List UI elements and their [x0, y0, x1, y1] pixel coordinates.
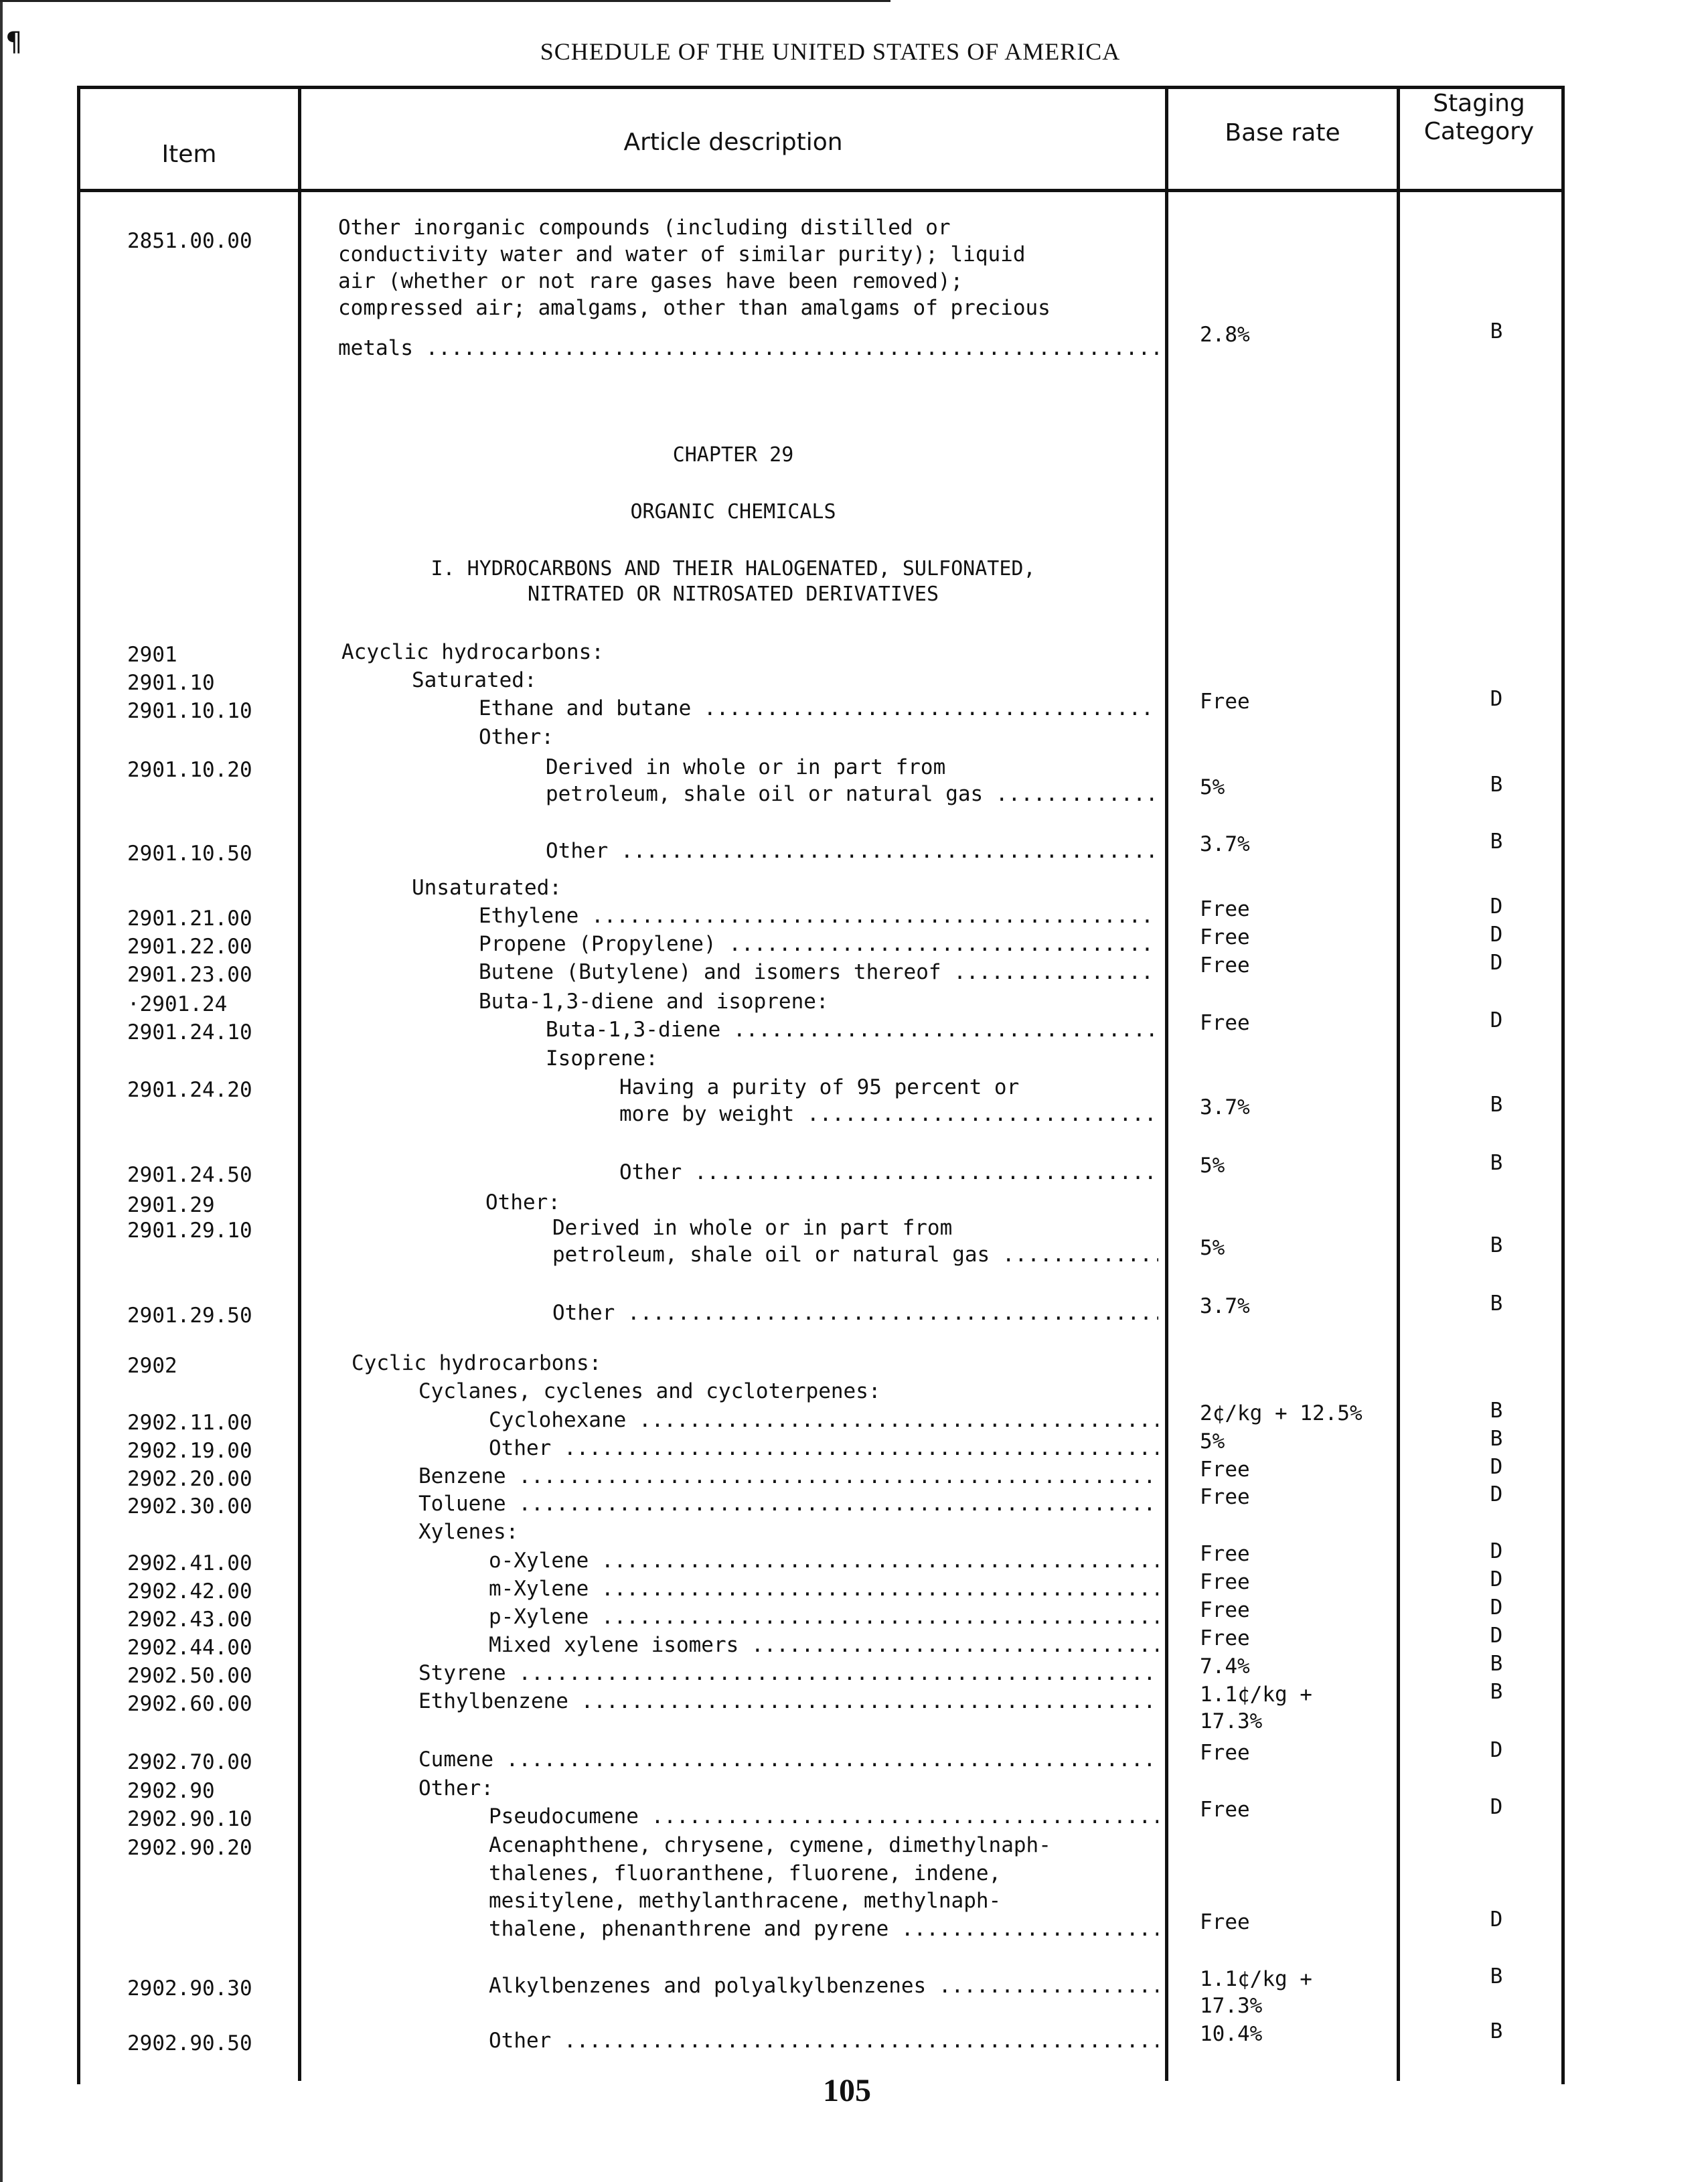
item-code: 2902.42.00	[127, 1579, 252, 1604]
article-description: Styrene .....	[418, 1660, 1158, 1687]
item-code: 2851.00.00	[127, 229, 252, 253]
chapter-number: CHAPTER 29	[672, 443, 794, 467]
item-code: 2902.19.00	[127, 1439, 252, 1463]
staging-category: D	[1490, 951, 1503, 975]
article-description: Ethylene .....	[479, 903, 1158, 929]
article-description: Pseudocumene .....	[489, 1803, 1158, 1830]
staging-category: B	[1490, 1652, 1503, 1676]
item-code: 2901.24.50	[127, 1163, 252, 1187]
article-description: Acyclic hydrocarbons:	[341, 640, 604, 664]
base-rate: 2.8%	[1200, 323, 1250, 347]
article-description: Derived in whole or in part from	[546, 755, 946, 779]
staging-category: B	[1490, 2019, 1503, 2043]
item-code: 2901.23.00	[127, 963, 252, 987]
item-code: ·2901.24	[127, 992, 228, 1016]
section-heading: I. HYDROCARBONS AND THEIR HALOGENATED, SULFONATED,	[431, 557, 1036, 580]
article-description: Benzene .....	[418, 1463, 1158, 1490]
article-description: mesitylene, methylanthracene, methylnaph-	[489, 1889, 1002, 1913]
base-rate: Free	[1200, 1011, 1250, 1035]
staging-category: B	[1490, 319, 1503, 343]
base-rate: 3.7%	[1200, 1095, 1250, 1119]
base-rate: Free	[1200, 1741, 1250, 1765]
page-number: 105	[823, 2073, 871, 2108]
article-description: Xylenes:	[418, 1520, 519, 1544]
base-rate: Free	[1200, 925, 1250, 949]
article-description: Ethylbenzene .....	[418, 1688, 1158, 1715]
staging-category: D	[1490, 1539, 1503, 1563]
article-description: thalenes, fluoranthene, fluorene, indene,	[489, 1861, 1002, 1885]
base-rate: 5%	[1200, 775, 1225, 799]
article-description: Derived in whole or in part from	[552, 1216, 953, 1240]
article-description: more by weight .....	[619, 1101, 1158, 1127]
staging-category: D	[1490, 1795, 1503, 1819]
article-description: petroleum, shale oil or natural gas .....	[552, 1241, 1158, 1268]
item-code: 2901.10.20	[127, 758, 252, 782]
staging-category: D	[1490, 1738, 1503, 1762]
corner-mark: ¶	[5, 27, 23, 58]
article-description: Ethane and butane .....	[479, 695, 1158, 722]
column-divider-description	[1165, 86, 1168, 2081]
article-description: Cyclic hydrocarbons:	[352, 1351, 602, 1375]
article-description: petroleum, shale oil or natural gas .....	[546, 781, 1158, 807]
base-rate: Free	[1200, 1542, 1250, 1566]
item-code: 2901.24.20	[127, 1078, 252, 1102]
article-description: Toluene .....	[418, 1490, 1158, 1517]
article-description: Propene (Propylene) .....	[479, 931, 1158, 957]
base-rate: 10.4%	[1200, 2022, 1263, 2046]
staging-category: B	[1490, 1093, 1503, 1117]
description-line: compressed air; amalgams, other than amalgams of precious	[338, 296, 1051, 320]
base-rate: 5%	[1200, 1236, 1225, 1260]
item-code: 2902.90	[127, 1779, 215, 1803]
page-title: SCHEDULE OF THE UNITED STATES OF AMERICA	[540, 38, 1121, 65]
staging-category: D	[1490, 1624, 1503, 1648]
scan-left-edge	[0, 0, 3, 2182]
article-description: Other .....	[489, 1435, 1158, 1462]
header-item: Item	[161, 141, 217, 168]
column-divider-rate	[1397, 86, 1400, 2081]
staging-category: B	[1490, 1680, 1503, 1704]
base-rate: 7.4%	[1200, 1654, 1250, 1679]
description-line: air (whether or not rare gases have been removed);	[338, 269, 963, 293]
item-code: 2901.21.00	[127, 907, 252, 931]
item-code: 2901.29.10	[127, 1219, 252, 1243]
base-rate: 3.7%	[1200, 832, 1250, 856]
base-rate: 17.3%	[1200, 1994, 1263, 2018]
item-code: 2902.41.00	[127, 1551, 252, 1575]
base-rate: Free	[1200, 1626, 1250, 1650]
article-description: Cyclohexane .....	[489, 1407, 1158, 1433]
base-rate: Free	[1200, 897, 1250, 921]
item-code: 2901.24.10	[127, 1020, 252, 1044]
article-description: Other .....	[619, 1159, 1158, 1186]
article-description: Other .....	[552, 1300, 1158, 1326]
scan-top-edge	[0, 0, 890, 2]
staging-category: D	[1490, 1595, 1503, 1620]
article-description: Other:	[485, 1190, 560, 1215]
item-code: 2902.90.30	[127, 1976, 252, 2001]
header-base-rate: Base rate	[1225, 119, 1340, 147]
base-rate: Free	[1200, 1458, 1250, 1482]
base-rate: 5%	[1200, 1429, 1225, 1454]
article-description: Having a purity of 95 percent or	[619, 1075, 1020, 1099]
item-code: 2901.10.10	[127, 699, 252, 723]
base-rate: Free	[1200, 1570, 1250, 1594]
chapter-title: ORGANIC CHEMICALS	[630, 500, 836, 524]
base-rate: Free	[1200, 1798, 1250, 1822]
item-code: 2901.29.50	[127, 1304, 252, 1328]
base-rate: 5%	[1200, 1154, 1225, 1178]
article-description: thalene, phenanthrene and pyrene .....	[489, 1916, 1158, 1942]
staging-category: D	[1490, 1008, 1503, 1032]
base-rate: Free	[1200, 953, 1250, 978]
article-description: Cumene .....	[418, 1746, 1158, 1773]
staging-category: B	[1490, 830, 1503, 854]
base-rate: Free	[1200, 1598, 1250, 1622]
item-code: 2902.50.00	[127, 1664, 252, 1688]
item-code: 2902.20.00	[127, 1467, 252, 1491]
base-rate: Free	[1200, 690, 1250, 714]
staging-category: B	[1490, 1151, 1503, 1175]
base-rate: Free	[1200, 1910, 1250, 1934]
item-code: 2902	[127, 1354, 177, 1378]
article-description: Saturated:	[412, 668, 537, 692]
article-description: Unsaturated:	[412, 876, 562, 900]
header-staging-category: Staging Category	[1423, 90, 1535, 145]
article-description: Alkylbenzenes and polyalkylbenzenes .....	[489, 1972, 1158, 1999]
article-description: Cyclanes, cyclenes and cycloterpenes:	[418, 1379, 881, 1403]
item-code: 2901.22.00	[127, 935, 252, 959]
item-code: 2902.30.00	[127, 1494, 252, 1518]
description-line: Other inorganic compounds (including distilled or	[338, 216, 951, 240]
staging-category: D	[1490, 687, 1503, 711]
description-line: metals .....	[338, 335, 1158, 362]
item-code: 2902.11.00	[127, 1411, 252, 1435]
staging-category: B	[1490, 773, 1503, 797]
base-rate: 17.3%	[1200, 1709, 1263, 1733]
staging-category: D	[1490, 923, 1503, 947]
base-rate: 2¢/kg + 12.5%	[1200, 1401, 1363, 1425]
base-rate: 1.1¢/kg +	[1200, 1967, 1312, 1991]
article-description: Buta-1,3-diene .....	[546, 1016, 1158, 1043]
article-description: m-Xylene .....	[489, 1575, 1158, 1602]
staging-category: B	[1490, 1292, 1503, 1316]
article-description: Other .....	[546, 838, 1158, 864]
article-description: o-Xylene .....	[489, 1547, 1158, 1574]
item-code: 2902.43.00	[127, 1608, 252, 1632]
base-rate: 3.7%	[1200, 1294, 1250, 1318]
article-description: Other:	[418, 1776, 493, 1800]
item-code: 2902.70.00	[127, 1750, 252, 1774]
base-rate: 1.1¢/kg +	[1200, 1683, 1312, 1707]
staging-category: B	[1490, 1399, 1503, 1423]
staging-category: B	[1490, 1427, 1503, 1451]
item-code: 2902.90.50	[127, 2031, 252, 2055]
article-description: Mixed xylene isomers .....	[489, 1632, 1158, 1658]
staging-category: B	[1490, 1233, 1503, 1257]
staging-category: D	[1490, 1482, 1503, 1506]
article-description: Isoprene:	[546, 1046, 658, 1071]
item-code: 2901.10	[127, 671, 215, 695]
description-line: conductivity water and water of similar purity); liquid	[338, 242, 1026, 266]
item-code: 2902.60.00	[127, 1692, 252, 1716]
article-description: Other .....	[489, 2027, 1158, 2054]
item-code: 2901.29	[127, 1193, 215, 1217]
article-description: Other:	[479, 725, 554, 749]
article-description: Acenaphthene, chrysene, cymene, dimethylnaph-	[489, 1833, 1051, 1857]
base-rate: Free	[1200, 1485, 1250, 1509]
header-description: Article description	[623, 129, 843, 156]
section-heading: NITRATED OR NITROSATED DERIVATIVES	[527, 582, 939, 606]
item-code: 2901	[127, 643, 177, 667]
item-code: 2901.10.50	[127, 842, 252, 866]
staging-category: D	[1490, 894, 1503, 919]
article-description: Butene (Butylene) and isomers thereof .....	[479, 959, 1158, 986]
staging-category: B	[1490, 1964, 1503, 1989]
staging-category: D	[1490, 1907, 1503, 1932]
item-code: 2902.44.00	[127, 1636, 252, 1660]
item-code: 2902.90.20	[127, 1836, 252, 1860]
staging-category: D	[1490, 1455, 1503, 1479]
article-description: Buta-1,3-diene and isoprene:	[479, 990, 829, 1014]
article-description: p-Xylene .....	[489, 1604, 1158, 1630]
item-code: 2902.90.10	[127, 1807, 252, 1831]
staging-category: D	[1490, 1567, 1503, 1591]
